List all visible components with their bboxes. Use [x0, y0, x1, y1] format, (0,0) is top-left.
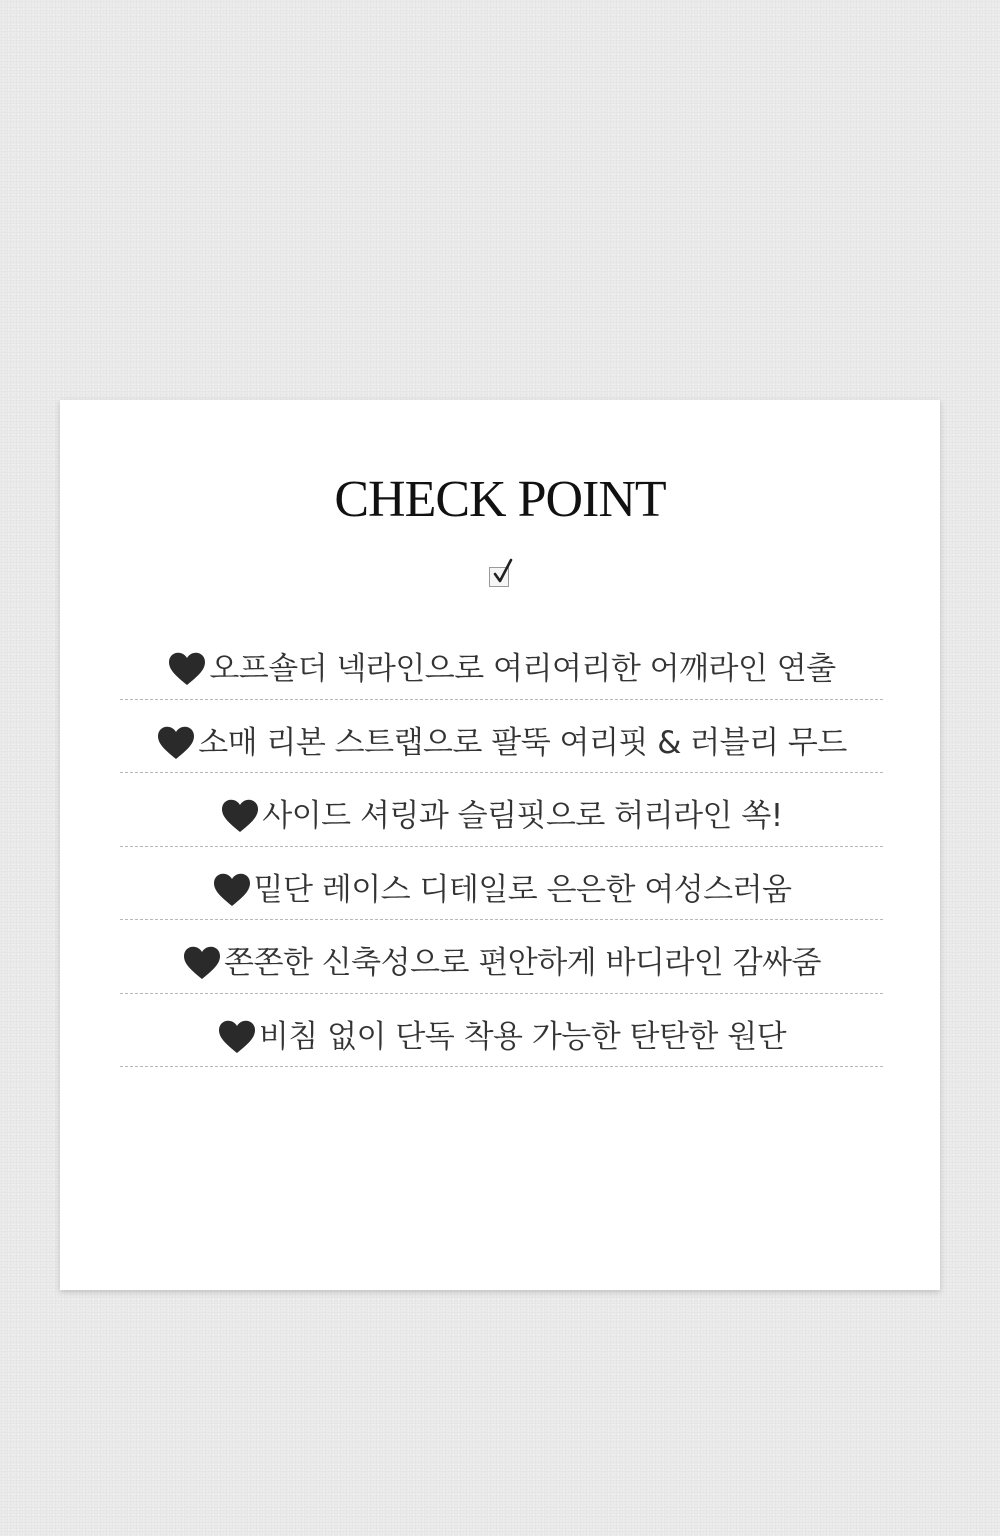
list-item-text: 소매 리본 스트랩으로 팔뚝 여리핏 & 러블리 무드 [198, 724, 847, 761]
black-heart-icon [182, 945, 222, 981]
list-item-text: 쫀쫀한 신축성으로 편안하게 바디라인 감싸줌 [224, 945, 821, 982]
checked-box-icon [491, 558, 515, 586]
card-title: CHECK POINT [334, 471, 666, 528]
black-heart-icon [156, 725, 196, 761]
black-heart-icon [212, 872, 252, 908]
list-item-text: 오프숄더 넥라인으로 여리여리한 어깨라인 연출 [209, 651, 836, 688]
list-item [120, 700, 883, 774]
black-heart-icon [220, 798, 260, 834]
list-item-text: 사이드 셔링과 슬림핏으로 허리라인 쏙! [262, 798, 783, 835]
list-item-text: 밑단 레이스 디테일로 은은한 여성스러움 [253, 871, 792, 908]
list-item [120, 773, 883, 847]
list-item [120, 626, 883, 700]
black-heart-icon [167, 651, 207, 687]
list-item [120, 920, 883, 994]
check-point-card [60, 400, 940, 1290]
check-point-list [120, 626, 883, 1067]
black-heart-icon [217, 1019, 257, 1055]
list-item [120, 847, 883, 921]
list-item [120, 994, 883, 1068]
list-item-text: 비침 없이 단독 착용 가능한 탄탄한 원단 [258, 1018, 787, 1055]
